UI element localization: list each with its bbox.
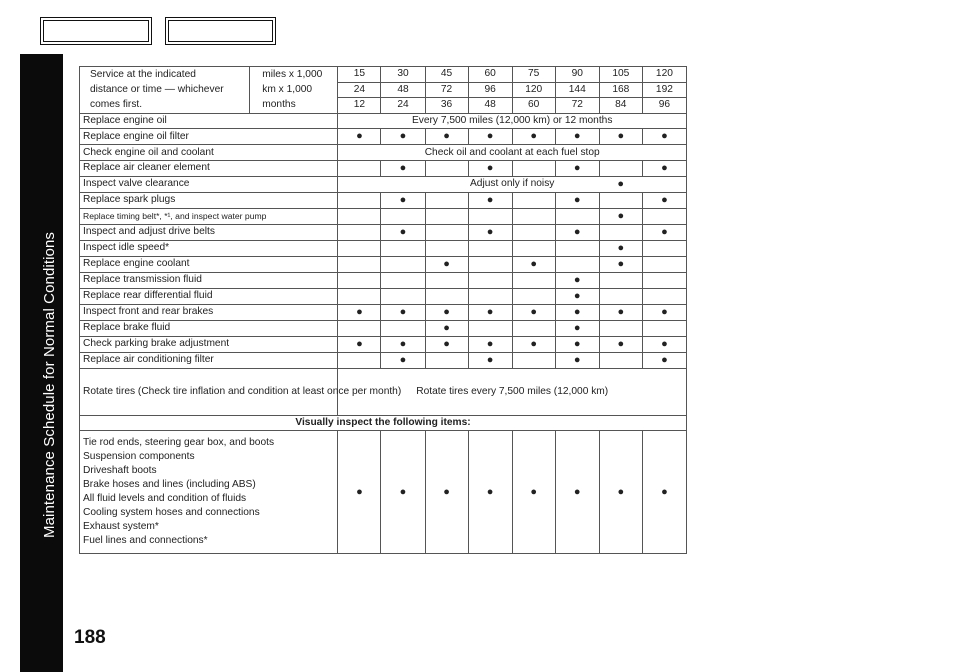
service-dot: ●: [399, 225, 407, 238]
service-dot: ●: [617, 305, 625, 318]
interval-cell: [381, 208, 425, 224]
header-label: Service at the indicated: [80, 67, 250, 83]
header-value: 48: [468, 98, 512, 114]
interval-cell: [642, 160, 686, 176]
interval-cell: [599, 256, 642, 272]
header-value: 72: [555, 98, 599, 114]
interval-cell: [599, 352, 642, 368]
table-row: [80, 336, 687, 352]
interval-cell: [381, 160, 425, 176]
table-row: [80, 208, 687, 224]
interval-cell: [642, 320, 686, 336]
interval-cell: [642, 336, 686, 352]
service-dot: ●: [661, 305, 668, 318]
interval-cell: [642, 240, 686, 256]
item-label: Replace timing belt*, *¹, and inspect water pump: [80, 208, 338, 224]
table-row: [80, 113, 687, 129]
visual-inspection-item: Cooling system hoses and connections: [83, 507, 260, 519]
interval-cell: [338, 352, 381, 368]
item-label: Inspect valve clearance: [80, 176, 338, 192]
item-label: Check parking brake adjustment: [80, 336, 338, 352]
interval-cell: [338, 336, 381, 352]
header-value: 12: [338, 98, 381, 114]
interval-cell: [425, 288, 468, 304]
interval-cell: [468, 208, 512, 224]
interval-cell: [338, 129, 381, 145]
table-row: [80, 240, 687, 256]
service-dot: ●: [443, 257, 450, 270]
interval-cell: [512, 224, 555, 240]
interval-cell: [425, 240, 468, 256]
table-row: [80, 192, 687, 208]
interval-cell: [468, 288, 512, 304]
interval-cell: [425, 208, 468, 224]
service-dot: ●: [661, 485, 668, 498]
service-dot: ●: [530, 485, 538, 498]
interval-cell: [338, 256, 381, 272]
header-value: 105: [599, 67, 642, 83]
interval-cell: [512, 160, 555, 176]
interval-cell: [599, 320, 642, 336]
service-dot: ●: [486, 485, 494, 498]
interval-cell: [599, 240, 642, 256]
service-dot: ●: [399, 305, 407, 318]
interval-cell: [425, 129, 468, 145]
header-value: 75: [512, 67, 555, 83]
service-dot: ●: [530, 130, 538, 143]
interval-cell: [468, 304, 512, 320]
interval-cell: [338, 304, 381, 320]
interval-cell: [599, 272, 642, 288]
interval-cell: [468, 272, 512, 288]
interval-cell: [512, 320, 555, 336]
interval-cell: [555, 256, 599, 272]
interval-note-text: Every 7,500 miles (12,000 km) or 12 months: [411, 115, 613, 127]
interval-cell: [468, 336, 512, 352]
header-value: 96: [468, 82, 512, 98]
header-value: 90: [555, 67, 599, 83]
header-value: 168: [599, 82, 642, 98]
service-dot: ●: [399, 353, 407, 366]
service-dot: ●: [573, 193, 581, 206]
service-dot: ●: [661, 161, 668, 174]
interval-cell: [381, 431, 425, 554]
interval-cell: [642, 304, 686, 320]
interval-cell: [555, 320, 599, 336]
service-dot: ●: [617, 337, 625, 350]
visual-inspection-items: [80, 431, 338, 554]
interval-note-text: Check oil and coolant at each fuel stop: [424, 146, 600, 158]
interval-cell: [381, 192, 425, 208]
service-dot: ●: [399, 337, 407, 350]
service-dot: ●: [356, 485, 363, 498]
service-dot: ●: [486, 193, 494, 206]
service-dot: ●: [617, 257, 625, 270]
interval-cell: [468, 320, 512, 336]
interval-cell: [599, 288, 642, 304]
interval-cell: [599, 431, 642, 554]
header-value: 15: [338, 67, 381, 83]
interval-cell: [425, 352, 468, 368]
interval-cell: [425, 431, 468, 554]
item-label: Inspect and adjust drive belts: [80, 224, 338, 240]
interval-cell: [642, 431, 686, 554]
interval-cell: [338, 240, 381, 256]
item-label: Replace engine oil filter: [80, 129, 338, 145]
interval-cell: [425, 304, 468, 320]
table-row: [80, 129, 687, 145]
service-dot: ●: [573, 130, 581, 143]
item-label: Check engine oil and coolant: [80, 145, 338, 161]
interval-cell: [468, 352, 512, 368]
interval-cell: [555, 160, 599, 176]
service-dot: ●: [486, 353, 494, 366]
table-row: [80, 288, 687, 304]
interval-cell: [381, 256, 425, 272]
service-dot: ●: [399, 485, 407, 498]
service-dot: ●: [530, 337, 538, 350]
service-dot: ●: [617, 130, 625, 143]
interval-cell: [338, 288, 381, 304]
interval-cell: [555, 272, 599, 288]
interval-cell: [642, 272, 686, 288]
service-dot: ●: [486, 225, 494, 238]
interval-cell: [381, 224, 425, 240]
header-value: 48: [381, 82, 425, 98]
interval-cell: [425, 160, 468, 176]
item-label: Replace engine coolant: [80, 256, 338, 272]
service-dot: ●: [617, 241, 625, 254]
interval-cell: [599, 192, 642, 208]
interval-cell: [555, 336, 599, 352]
interval-cell: [512, 431, 555, 554]
interval-cell: [512, 336, 555, 352]
interval-cell: [381, 320, 425, 336]
service-dot: ●: [443, 130, 450, 143]
header-unit: months: [250, 98, 338, 114]
item-label: Replace engine oil: [80, 113, 338, 129]
header-label: comes first.: [80, 98, 250, 114]
interval-cell: [642, 288, 686, 304]
interval-cell: [555, 208, 599, 224]
interval-cell: [468, 256, 512, 272]
interval-cell: [425, 336, 468, 352]
interval-cell: [599, 224, 642, 240]
interval-cell: [642, 208, 686, 224]
table-row: [80, 224, 687, 240]
header-value: 96: [642, 98, 686, 114]
rotate-tires-label: Rotate tires (Check tire inflation and condition at least once per month): [80, 368, 338, 415]
interval-cell: [599, 336, 642, 352]
interval-cell: [555, 224, 599, 240]
interval-note-text: Adjust only if noisy: [470, 178, 555, 190]
item-label: Inspect idle speed*: [80, 240, 338, 256]
visual-inspection-item: Suspension components: [83, 451, 195, 463]
service-dot: ●: [486, 130, 494, 143]
interval-cell: [642, 129, 686, 145]
interval-cell: [512, 192, 555, 208]
header-value: 36: [425, 98, 468, 114]
interval-cell: [555, 288, 599, 304]
table-row: [80, 368, 687, 415]
visual-inspection-heading: Visually inspect the following items:: [80, 415, 687, 431]
previous-page-button[interactable]: [40, 17, 152, 45]
interval-cell: [512, 240, 555, 256]
interval-cell: [425, 224, 468, 240]
item-label: Replace brake fluid: [80, 320, 338, 336]
header-value: 24: [381, 98, 425, 114]
interval-cell: [555, 352, 599, 368]
interval-cell: [642, 192, 686, 208]
service-dot: ●: [573, 337, 581, 350]
header-value: 144: [555, 82, 599, 98]
interval-cell: [381, 129, 425, 145]
item-label: Replace rear differential fluid: [80, 288, 338, 304]
service-dot: ●: [356, 337, 363, 350]
interval-cell: [555, 304, 599, 320]
header-value: 60: [468, 67, 512, 83]
visual-inspection-item: Exhaust system*: [83, 521, 159, 533]
service-dot: ●: [356, 130, 363, 143]
interval-cell: [512, 256, 555, 272]
header-label: distance or time — whichever: [80, 82, 250, 98]
service-dot: ●: [573, 161, 581, 174]
item-label: Replace spark plugs: [80, 192, 338, 208]
service-dot: ●: [486, 161, 494, 174]
service-dot: ●: [573, 225, 581, 238]
visual-inspection-item: Driveshaft boots: [83, 465, 157, 477]
interval-cell: [425, 192, 468, 208]
interval-cell: [468, 192, 512, 208]
interval-cell: [555, 240, 599, 256]
interval-cell: [599, 129, 642, 145]
interval-cell: [512, 304, 555, 320]
interval-cell: [599, 160, 642, 176]
service-dot: ●: [443, 321, 450, 334]
interval-cell: [425, 320, 468, 336]
header-value: 84: [599, 98, 642, 114]
interval-cell: [338, 192, 381, 208]
table-row: [80, 352, 687, 368]
service-dot: ●: [573, 273, 581, 286]
service-dot: ●: [661, 337, 668, 350]
visual-inspection-item: Fuel lines and connections*: [83, 535, 208, 547]
service-dot: ●: [443, 337, 450, 350]
interval-cell: [512, 129, 555, 145]
table-row: [80, 160, 687, 176]
interval-cell: [338, 320, 381, 336]
item-label: Replace air cleaner element: [80, 160, 338, 176]
maintenance-schedule-table: [79, 66, 687, 554]
interval-cell: [599, 304, 642, 320]
service-dot: ●: [573, 485, 581, 498]
service-dot: ●: [530, 305, 538, 318]
service-dot: ●: [661, 130, 668, 143]
table-row: [80, 176, 687, 192]
interval-cell: [425, 272, 468, 288]
visual-inspection-item: Tie rod ends, steering gear box, and boots: [83, 437, 275, 449]
rotate-tires-interval: Rotate tires every 7,500 miles (12,000 km): [338, 368, 687, 415]
header-row: [80, 82, 687, 98]
section-title: Maintenance Schedule for Normal Conditions: [41, 231, 58, 538]
service-dot: ●: [661, 353, 668, 366]
header-value: 120: [642, 67, 686, 83]
interval-cell: [512, 272, 555, 288]
table-row: [80, 145, 687, 161]
service-dot: ●: [443, 305, 450, 318]
next-page-button[interactable]: [165, 17, 276, 45]
table-row: [80, 415, 687, 431]
table-row: [80, 304, 687, 320]
interval-cell: [642, 256, 686, 272]
service-dot: ●: [617, 485, 625, 498]
service-dot: ●: [443, 485, 450, 498]
interval-cell: [468, 160, 512, 176]
header-value: 120: [512, 82, 555, 98]
interval-note: [338, 113, 687, 129]
interval-cell: [512, 288, 555, 304]
service-dot: ●: [399, 193, 407, 206]
interval-cell: [338, 208, 381, 224]
service-dot: ●: [617, 177, 625, 190]
interval-cell: [381, 336, 425, 352]
service-dot: ●: [661, 193, 668, 206]
service-dot: ●: [617, 209, 625, 222]
interval-cell: [468, 129, 512, 145]
interval-note: [338, 145, 687, 161]
table-row: [80, 256, 687, 272]
service-dot: ●: [573, 353, 581, 366]
interval-cell: [642, 352, 686, 368]
interval-cell: [338, 224, 381, 240]
header-value: 60: [512, 98, 555, 114]
table-row: [80, 272, 687, 288]
service-dot: ●: [486, 305, 494, 318]
page-number: 188: [74, 627, 106, 648]
service-dot: ●: [486, 337, 494, 350]
interval-cell: [381, 240, 425, 256]
interval-cell: [599, 208, 642, 224]
interval-cell: [468, 431, 512, 554]
interval-cell: [381, 272, 425, 288]
interval-cell: [381, 304, 425, 320]
interval-cell: [555, 192, 599, 208]
interval-note: [338, 176, 687, 192]
interval-cell: [555, 129, 599, 145]
interval-cell: [512, 352, 555, 368]
item-label: Replace transmission fluid: [80, 272, 338, 288]
service-dot: ●: [573, 289, 581, 302]
header-row: [80, 98, 687, 114]
service-dot: ●: [399, 130, 407, 143]
interval-cell: [338, 431, 381, 554]
interval-cell: [381, 352, 425, 368]
interval-cell: [381, 288, 425, 304]
visual-inspection-item: All fluid levels and condition of fluids: [83, 493, 247, 505]
interval-cell: [468, 224, 512, 240]
interval-cell: [512, 208, 555, 224]
service-dot: ●: [530, 257, 538, 270]
visual-inspection-item: Brake hoses and lines (including ABS): [83, 479, 256, 491]
header-value: 192: [642, 82, 686, 98]
service-dot: ●: [661, 225, 668, 238]
item-label: Inspect front and rear brakes: [80, 304, 338, 320]
header-row: [80, 67, 687, 83]
interval-cell: [338, 160, 381, 176]
header-value: 24: [338, 82, 381, 98]
header-value: 30: [381, 67, 425, 83]
interval-cell: [555, 431, 599, 554]
interval-cell: [338, 272, 381, 288]
interval-cell: [425, 256, 468, 272]
interval-cell: [468, 240, 512, 256]
interval-cell: [642, 224, 686, 240]
service-dot: ●: [573, 305, 581, 318]
item-label: Replace air conditioning filter: [80, 352, 338, 368]
header-value: 72: [425, 82, 468, 98]
service-dot: ●: [399, 161, 407, 174]
table-row: [80, 431, 687, 554]
service-dot: ●: [573, 321, 581, 334]
header-unit: miles x 1,000: [250, 67, 338, 83]
header-value: 45: [425, 67, 468, 83]
header-unit: km x 1,000: [250, 82, 338, 98]
service-dot: ●: [356, 305, 363, 318]
table-row: [80, 320, 687, 336]
